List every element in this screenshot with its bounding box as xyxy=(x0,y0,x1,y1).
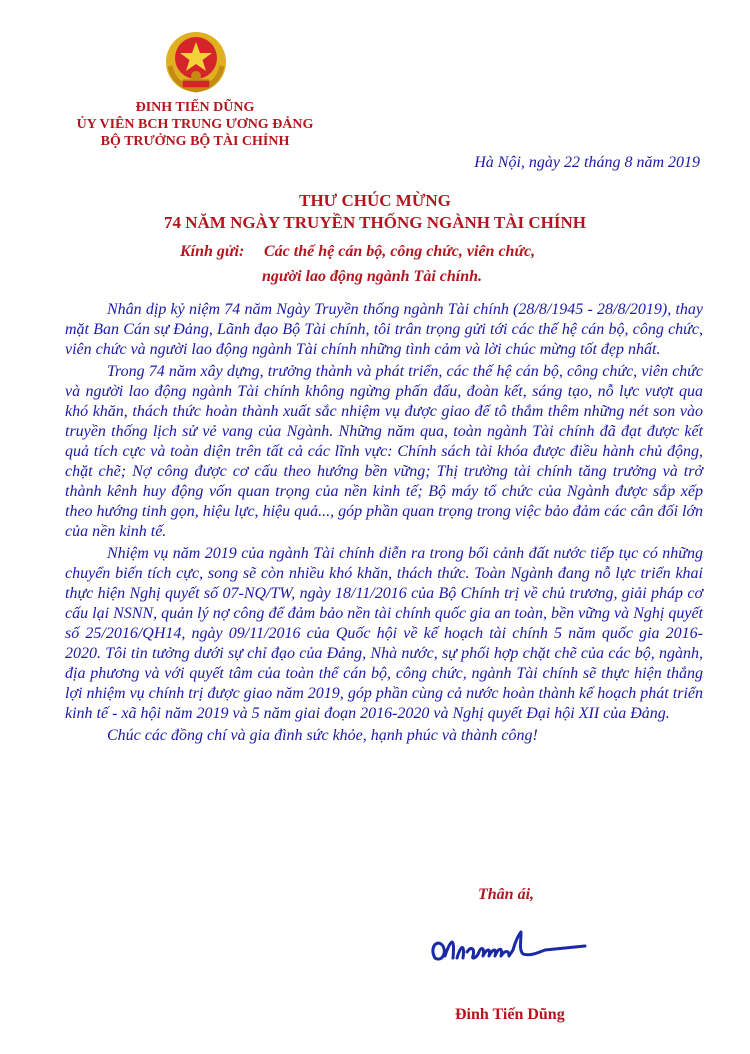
letter-date: Hà Nội, ngày 22 tháng 8 năm 2019 xyxy=(474,154,700,171)
sender-role: ỦY VIÊN BCH TRUNG ƯƠNG ĐẢNG xyxy=(76,117,314,132)
letter-subtitle: 74 NĂM NGÀY TRUYỀN THỐNG NGÀNH TÀI CHÍNH xyxy=(163,213,587,232)
letter-body xyxy=(65,300,703,748)
salutation-recipients-line2: người lao động ngành Tài chính. xyxy=(262,268,483,285)
salutation-recipients-line1: Các thế hệ cán bộ, công chức, viên chức, xyxy=(264,243,536,260)
body-paragraph: Nhiệm vụ năm 2019 của ngành Tài chính diễn ra trong bối cảnh đất nước tiếp tục có những chuyển biến tích cực, song sẽ còn nhiều khó khăn, thách thức. Toàn Ngành đang nỗ lực triển khai thực hiện Nghị quyết số 07-NQ/TW, ngày 18/11/2016 của Bộ Chính trị về chủ trương, giải pháp cơ cấu lại NSNN, quản lý nợ công để đảm bảo nền tài chính quốc gia an toàn, bền vững và Nghị quyết số 25/2016/QH14, ngày 09/11/2016 của Quốc hội về kế hoạch tài chính 5 năm quốc gia 2016-2020. Tôi tin tưởng dưới sự chỉ đạo của Đảng, Nhà nước, sự phối hợp chặt chẽ của các bộ, ngành, địa phương và với quyết tâm của toàn thể cán bộ, công chức, ngành Tài chính sẽ thực hiện thắng lợi nhiệm vụ chính trị được giao năm 2019, góp phần cùng cả nước hoàn thành kế hoạch phát triển kinh tế - xã hội năm 2019 và 5 năm giai đoạn 2016-2020 và Nghị quyết Đại hội XII của Đảng. xyxy=(65,545,703,722)
handwritten-signature-icon xyxy=(425,928,595,973)
sender-position: BỘ TRƯỞNG BỘ TÀI CHÍNH xyxy=(100,134,290,149)
signer-name: Đinh Tiến Dũng xyxy=(455,1006,565,1023)
letter-title: THƯ CHÚC MỪNG xyxy=(299,191,451,210)
body-paragraph: Trong 74 năm xây dựng, trưởng thành và phát triển, các thế hệ cán bộ, công chức, viên chức và người lao động ngành Tài chính không ngừng phấn đấu, đoàn kết, sáng tạo, nỗ lực vượt qua khó khăn, thách thức hoàn thành xuất sắc nhiệm vụ được giao để tô thắm thêm những nét son vào truyền thống lịch sử vẻ vang của Ngành. Những năm qua, toàn ngành Tài chính đã đạt được kết quả tích cực và toàn diện trên tất cả các lĩnh vực: Chính sách tài khóa được điều hành chủ động, chặt chẽ; Nợ công được cơ cấu theo hướng bền vững; Thị trường tài chính tăng trưởng và trở thành kênh huy động vốn quan trọng của nền kinh tế; Bộ máy tổ chức của Ngành được sắp xếp theo hướng tinh gọn, hiệu lực, hiệu quả..., góp phần quan trọng trong việc bảo đảm các cân đối lớn của nền kinh tế. xyxy=(65,363,703,540)
sender-block xyxy=(60,99,330,150)
body-paragraph: Nhân dịp kỷ niệm 74 năm Ngày Truyền thống ngành Tài chính (28/8/1945 - 28/8/2019), thay mặt Ban Cán sự Đảng, Lãnh đạo Bộ Tài chính, tôi trân trọng gửi tới các thế hệ cán bộ, công chức, viên chức và người lao động ngành Tài chính những tình cảm và lời chúc mừng tốt đẹp nhất. xyxy=(65,301,703,358)
body-paragraph: Chúc các đồng chí và gia đình sức khỏe, hạnh phúc và thành công! xyxy=(107,727,538,744)
sender-name: ĐINH TIẾN DŨNG xyxy=(135,100,255,115)
national-emblem-icon xyxy=(158,26,234,96)
salutation-label: Kính gửi: xyxy=(180,243,245,260)
closing-phrase: Thân ái, xyxy=(478,886,535,903)
